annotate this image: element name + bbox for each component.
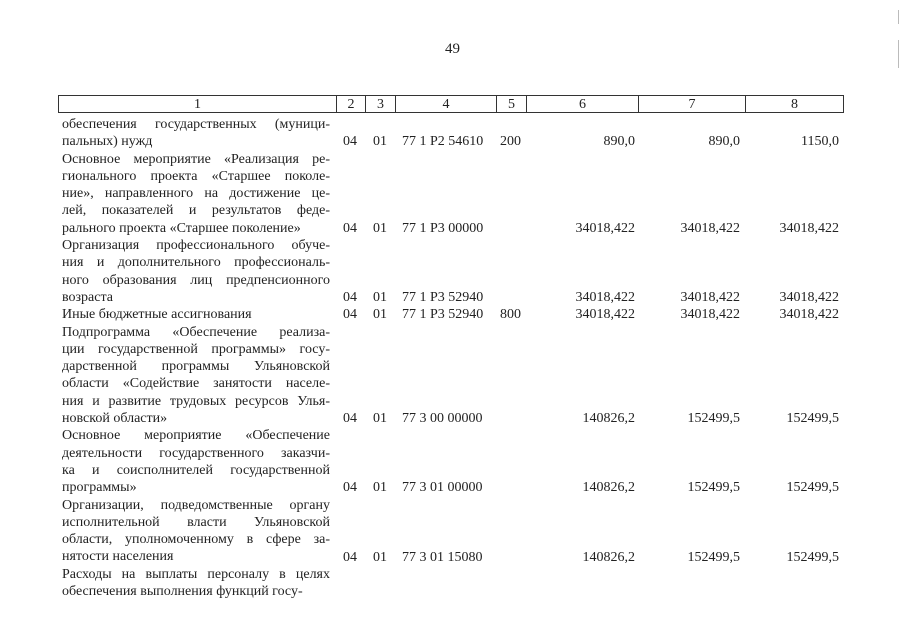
row-text-line: Основное мероприятие «Реализация ре- [62,151,330,167]
cell-c7: 152499,5 [687,411,740,427]
table-row [62,116,330,151]
cell-c2: 04 [343,220,357,236]
table-row [62,324,330,428]
row-text-line: исполнительной власти Ульяновской [62,514,330,530]
header-col-5: 5 [496,96,526,112]
row-text-line: Основное мероприятие «Обеспечение [62,428,330,444]
cell-c5: 200 [500,134,521,150]
cell-c4: 77 1 Р3 52940 [402,307,484,323]
header-col-2: 2 [336,96,365,112]
cell-c8: 34018,422 [779,220,839,236]
table-header [58,95,844,113]
cell-c8: 152499,5 [786,411,839,427]
row-text-line: ного образования лиц предпенсионного [62,272,330,288]
header-col-4: 4 [395,96,496,112]
cell-c2: 04 [343,549,357,565]
cell-c8: 34018,422 [779,290,839,305]
row-text-line: пальных) нужд [62,134,153,150]
row-text-line: ние», направленного на достижение це- [62,186,330,202]
cell-c6: 34018,422 [575,220,635,236]
cell-c6: 890,0 [603,134,635,150]
row-text-line: нятости населения [62,549,174,565]
cell-c7: 34018,422 [680,307,740,323]
row-text-line: области, уполномоченному в сфере за- [62,532,330,548]
cell-c3: 01 [373,549,387,565]
row-text-line: Подпрограмма «Обеспечение реализа- [62,324,330,340]
row-text-line: обеспечения государственных (муници- [62,117,330,132]
cell-c2: 04 [343,411,357,427]
cell-c4: 77 3 01 15080 [402,549,483,565]
cell-c6: 34018,422 [575,290,635,305]
cell-c6: 140826,2 [582,549,635,565]
cell-c3: 01 [373,480,387,496]
cell-c7: 152499,5 [687,549,740,565]
cell-c2: 04 [343,480,357,496]
table-row [62,427,330,496]
row-text-line: области «Содействие занятости населе- [62,376,330,392]
cell-c3: 01 [373,290,387,305]
scan-edge [898,10,899,24]
cell-c3: 01 [373,411,387,427]
cell-c7: 890,0 [708,134,740,150]
row-text-line: ния и дополнительного профессиональ- [62,255,330,271]
header-col-1: 1 [194,97,201,112]
row-text-line: Иные бюджетные ассигнования [62,307,252,323]
cell-c8: 1150,0 [801,134,839,150]
row-text-line: обеспечения выполнения функций госу- [62,584,303,600]
cell-c4: 77 3 01 00000 [402,480,483,496]
cell-c3: 01 [373,220,387,236]
scan-edge [898,40,899,68]
cell-c7: 34018,422 [680,220,740,236]
row-text-line: программы» [62,480,137,496]
row-text-line: лей, показателей и результатов феде- [62,203,330,219]
cell-c5: 800 [500,307,521,323]
cell-c2: 04 [343,290,357,305]
row-text-line: дарственной программы Ульяновской [62,359,330,375]
cell-c7: 152499,5 [687,480,740,496]
table-row [62,151,330,237]
row-text-line: Организации, подведомственные органу [62,497,330,513]
cell-c3: 01 [373,134,387,150]
cell-c2: 04 [343,134,357,150]
cell-c2: 04 [343,307,357,323]
row-text-line: рального проекта «Старшее поколение» [62,220,301,236]
table-row [62,497,330,566]
header-col-7: 7 [638,96,745,112]
cell-c3: 01 [373,307,387,323]
table-row [62,306,330,323]
row-text-line: новской области» [62,411,168,427]
cell-c7: 34018,422 [680,290,740,305]
header-col-6: 6 [526,96,638,112]
cell-c6: 34018,422 [575,307,635,323]
cell-c6: 140826,2 [582,411,635,427]
row-text-line: ния и развитие трудовых ресурсов Улья- [62,393,330,409]
cell-c8: 152499,5 [786,549,839,565]
header-col-3: 3 [365,96,395,112]
table-row [62,566,330,601]
row-text-line: ции государственной программы» госу- [62,341,330,357]
cell-c4: 77 1 Р3 00000 [402,220,484,236]
cell-c4: 77 1 Р2 54610 [402,134,484,150]
row-text-line: возраста [62,289,113,305]
row-text-line: деятельности государственного заказчи- [62,445,330,461]
cell-c8: 152499,5 [786,480,839,496]
row-text-line: Организация профессионального обуче- [62,238,330,254]
header-col-8: 8 [745,96,843,112]
cell-c6: 140826,2 [582,480,635,496]
table-row [62,237,330,306]
cell-c8: 34018,422 [779,307,839,323]
row-text-line: Расходы на выплаты персоналу в целях [62,566,330,582]
cell-c4: 77 1 Р3 52940 [402,290,484,305]
page-number: 49 [445,41,460,57]
row-text-line: гионального проекта «Старшее поколе- [62,168,330,184]
row-text-line: ка и соисполнителей государственной [62,462,330,478]
cell-c4: 77 3 00 00000 [402,411,483,427]
